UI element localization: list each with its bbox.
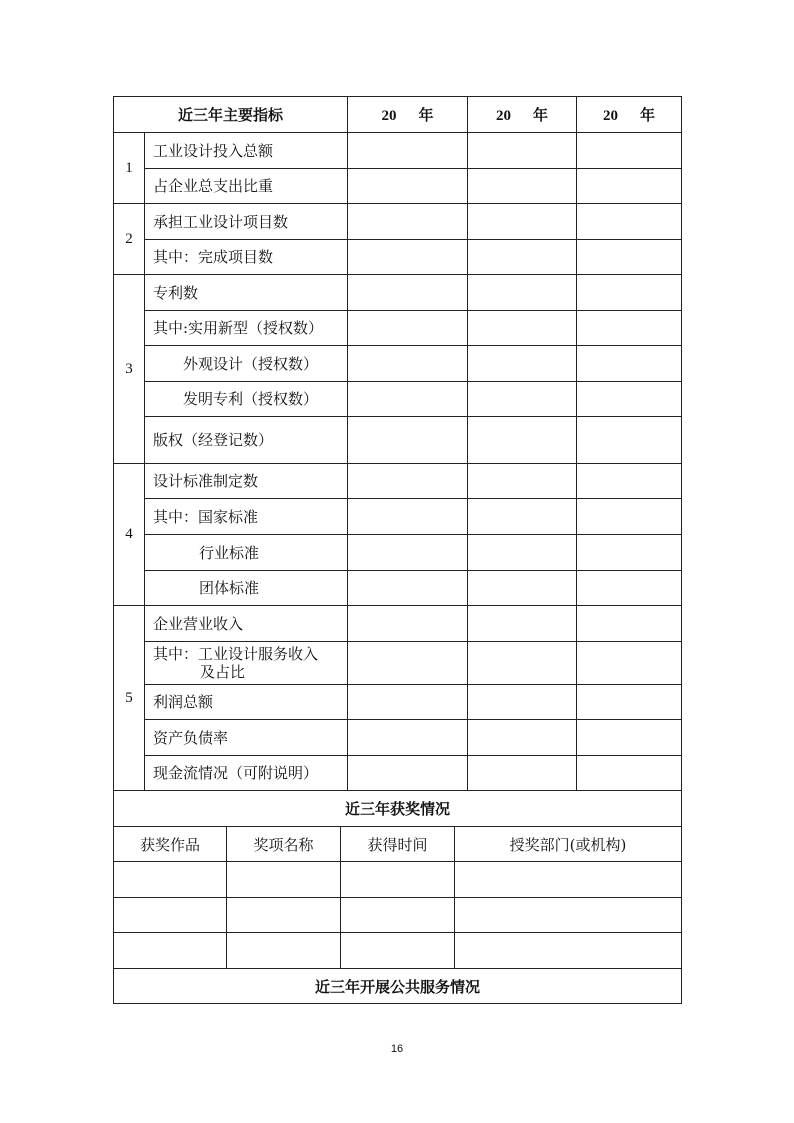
- value-cell[interactable]: [577, 204, 682, 240]
- header-row: [114, 97, 682, 133]
- value-cell[interactable]: [577, 275, 682, 311]
- value-cell[interactable]: [348, 417, 468, 464]
- value-cell[interactable]: [577, 535, 682, 571]
- value-cell[interactable]: [577, 311, 682, 346]
- row-label: 团体标准: [145, 571, 348, 606]
- award-row: [114, 862, 682, 898]
- value-cell[interactable]: [577, 417, 682, 464]
- award-row: [114, 898, 682, 933]
- table-row: [114, 169, 682, 204]
- award-cell[interactable]: [341, 933, 455, 969]
- row-label: 行业标准: [145, 535, 348, 571]
- awards-table: [113, 790, 682, 1004]
- awards-header-row: [114, 827, 682, 862]
- award-cell[interactable]: [455, 898, 682, 933]
- value-cell[interactable]: [468, 382, 577, 417]
- public-service-title: 近三年开展公共服务情况: [114, 969, 682, 1004]
- group-number: 3: [114, 275, 145, 464]
- value-cell[interactable]: [468, 535, 577, 571]
- value-cell[interactable]: [577, 169, 682, 204]
- value-cell[interactable]: [577, 756, 682, 791]
- row-label: 资产负债率: [145, 720, 348, 756]
- award-cell[interactable]: [114, 898, 227, 933]
- award-cell[interactable]: [341, 898, 455, 933]
- value-cell[interactable]: [468, 346, 577, 382]
- value-cell[interactable]: [348, 382, 468, 417]
- value-cell[interactable]: [468, 642, 577, 685]
- group-number: 1: [114, 133, 145, 204]
- row-label: 专利数: [145, 275, 348, 311]
- award-cell[interactable]: [114, 862, 227, 898]
- value-cell[interactable]: [468, 685, 577, 720]
- awards-title-row: [114, 791, 682, 827]
- value-cell[interactable]: [468, 756, 577, 791]
- year-header-3: 20 年: [577, 97, 682, 133]
- indicators-title: 近三年主要指标: [114, 97, 348, 133]
- table-row: [114, 133, 682, 169]
- row-label: 其中:实用新型（授权数）: [145, 311, 348, 346]
- column-header: 获得时间: [341, 827, 455, 862]
- value-cell[interactable]: [577, 133, 682, 169]
- public-service-row: [114, 969, 682, 1004]
- value-cell[interactable]: [468, 720, 577, 756]
- value-cell[interactable]: [468, 169, 577, 204]
- value-cell[interactable]: [468, 499, 577, 535]
- value-cell[interactable]: [577, 240, 682, 275]
- value-cell[interactable]: [348, 756, 468, 791]
- row-label: 其中：国家标准: [145, 499, 348, 535]
- award-cell[interactable]: [227, 933, 341, 969]
- value-cell[interactable]: [348, 133, 468, 169]
- value-cell[interactable]: [577, 382, 682, 417]
- row-label: 承担工业设计项目数: [145, 204, 348, 240]
- row-label: 设计标准制定数: [145, 464, 348, 499]
- row-label-line1: 其中：工业设计服务收入: [153, 645, 319, 663]
- value-cell[interactable]: [348, 642, 468, 685]
- awards-title: 近三年获奖情况: [114, 791, 682, 827]
- table-row: [114, 382, 682, 417]
- table-row: [114, 642, 682, 685]
- award-row: [114, 933, 682, 969]
- table-row: [114, 464, 682, 499]
- column-header: 获奖作品: [114, 827, 227, 862]
- year-header-2: 20 年: [468, 97, 577, 133]
- table-row: [114, 756, 682, 791]
- group-number: 5: [114, 606, 145, 791]
- award-cell[interactable]: [114, 933, 227, 969]
- value-cell[interactable]: [348, 275, 468, 311]
- table-row: [114, 204, 682, 240]
- page-number: 16: [390, 1043, 404, 1055]
- table-row: [114, 499, 682, 535]
- value-cell[interactable]: [468, 417, 577, 464]
- column-header: 授奖部门(或机构): [455, 827, 682, 862]
- value-cell[interactable]: [577, 606, 682, 642]
- row-label: 发明专利（授权数）: [145, 382, 348, 417]
- award-cell[interactable]: [455, 933, 682, 969]
- value-cell[interactable]: [348, 606, 468, 642]
- row-label: 企业营业收入: [145, 606, 348, 642]
- table-row: [114, 685, 682, 720]
- award-cell[interactable]: [227, 898, 341, 933]
- table-row: [114, 417, 682, 464]
- value-cell[interactable]: [468, 606, 577, 642]
- value-cell[interactable]: [468, 275, 577, 311]
- row-label: 现金流情况（可附说明）: [145, 756, 348, 791]
- value-cell[interactable]: [348, 685, 468, 720]
- value-cell[interactable]: [577, 346, 682, 382]
- award-cell[interactable]: [227, 862, 341, 898]
- row-label: 工业设计投入总额: [145, 133, 348, 169]
- value-cell[interactable]: [577, 499, 682, 535]
- value-cell[interactable]: [468, 133, 577, 169]
- table-row: [114, 535, 682, 571]
- row-label: 占企业总支出比重: [145, 169, 348, 204]
- value-cell[interactable]: [468, 571, 577, 606]
- value-cell[interactable]: [348, 240, 468, 275]
- award-cell[interactable]: [455, 862, 682, 898]
- row-label-line2: 及占比: [200, 663, 246, 681]
- value-cell[interactable]: [348, 720, 468, 756]
- group-number: 4: [114, 464, 145, 606]
- value-cell[interactable]: [348, 204, 468, 240]
- value-cell[interactable]: [577, 642, 682, 685]
- value-cell[interactable]: [348, 311, 468, 346]
- value-cell[interactable]: [348, 464, 468, 499]
- table-row: [114, 606, 682, 642]
- value-cell[interactable]: [577, 464, 682, 499]
- value-cell[interactable]: [348, 571, 468, 606]
- table-row: [114, 275, 682, 311]
- value-cell[interactable]: [348, 169, 468, 204]
- value-cell[interactable]: [577, 720, 682, 756]
- row-label: 其中：完成项目数: [145, 240, 348, 275]
- row-label: 版权（经登记数）: [145, 417, 348, 464]
- value-cell[interactable]: [468, 311, 577, 346]
- main-indicators-table: [113, 96, 682, 791]
- table-row: [114, 311, 682, 346]
- value-cell[interactable]: [468, 204, 577, 240]
- value-cell[interactable]: [468, 464, 577, 499]
- award-cell[interactable]: [341, 862, 455, 898]
- table-row: [114, 240, 682, 275]
- group-number: 2: [114, 204, 145, 275]
- table-row: [114, 346, 682, 382]
- value-cell[interactable]: [468, 240, 577, 275]
- value-cell[interactable]: [348, 535, 468, 571]
- row-label: 利润总额: [145, 685, 348, 720]
- row-label: [145, 642, 348, 685]
- value-cell[interactable]: [348, 499, 468, 535]
- value-cell[interactable]: [577, 571, 682, 606]
- row-label: 外观设计（授权数）: [145, 346, 348, 382]
- column-header: 奖项名称: [227, 827, 341, 862]
- value-cell[interactable]: [577, 685, 682, 720]
- table-row: [114, 571, 682, 606]
- table-row: [114, 720, 682, 756]
- value-cell[interactable]: [348, 346, 468, 382]
- year-header-1: 20 年: [348, 97, 468, 133]
